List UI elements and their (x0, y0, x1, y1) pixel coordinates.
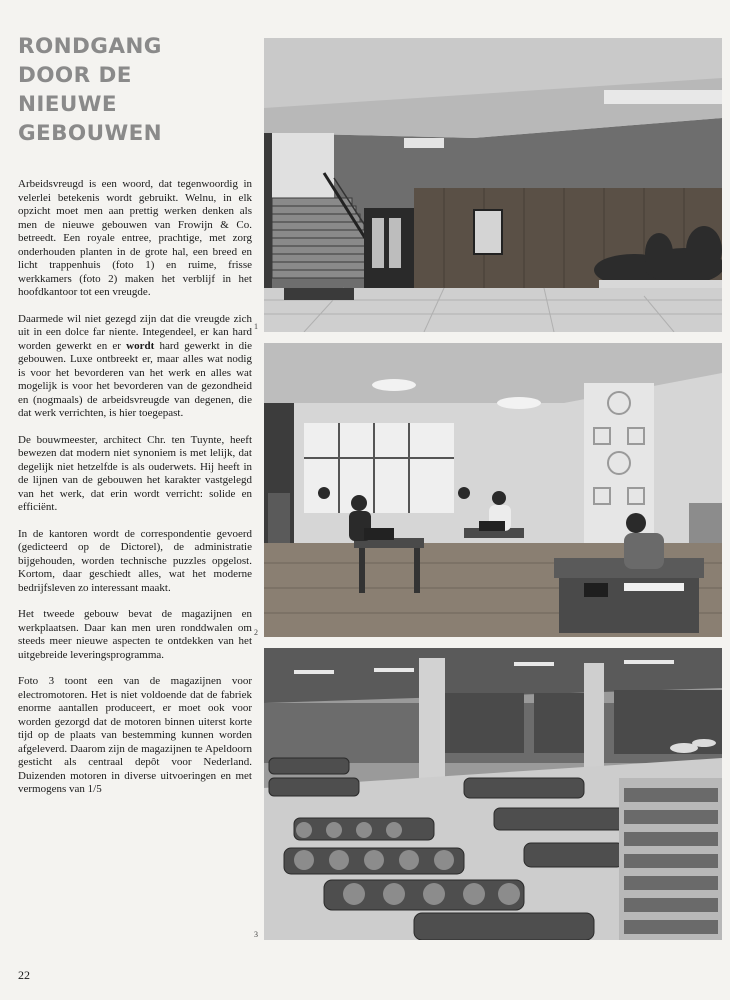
paragraph (18, 313, 252, 421)
photo-entrance-hall (264, 38, 722, 332)
page-number: 22 (18, 968, 30, 982)
paragraph-text: hard gewerkt in die gebouwen. Luxe ontbreekt er, maar alles wat nodig is voor het bevorderen van het werk en alles wat mogelijk is voor het bevorderen van de gezondheid en (nogmaals) de arbeidsvreugde van degenen, die dat werk verrichten, is hier toegepast. (18, 339, 253, 419)
title-line: NIEUWE (18, 92, 117, 117)
article-title (18, 32, 248, 148)
paragraph: In de kantoren wordt de correspondentie gevoerd (gedicteerd op de Dictorel), de administratie bijgehouden, worden technische puzzles opgelost. Kortom, daar geschiedt alles, wat het moderne bedrijfsleven zo interessant maakt. (18, 527, 252, 594)
paragraph: De bouwmeester, architect Chr. ten Tuynte, heeft bewezen dat modern niet synoniem is met lelijk, dat degelijk niet hetzelfde is als ouderwets. Hij heeft in de lijnen van de gebouwen het karakter vastgelegd van het werk, dat erin wordt verricht: solide en efficiënt. (18, 433, 252, 513)
title-line: RONDGANG (18, 34, 162, 59)
photo-number: 2 (254, 628, 258, 637)
paragraph-text: Daarmede wil niet gezegd zijn dat die vreugde zich uit in een dolce far niente. Integendeel, er kan hard worden gewerkt en er (18, 312, 252, 352)
emphasis-text: wordt (126, 339, 155, 352)
title-line: GEBOUWEN (18, 121, 163, 146)
title-line: DOOR DE (18, 63, 132, 88)
photo-number: 3 (254, 930, 258, 939)
paragraph: Het tweede gebouw bevat de magazijnen en werkplaatsen. Daar kan men uren ronddwalen om steeds meer nieuwe aspecten te ontdekken van het uitgebreide leveringsprogramma. (18, 608, 252, 661)
article-body (18, 178, 252, 810)
photo-office (264, 343, 722, 637)
paragraph: Arbeidsvreugd is een woord, dat tegenwoordig in velerlei betekenis wordt gebruikt. Welnu, in elk opzicht moet men aan prettig werken denken als men de nieuwe gebouwen van Frowijn & Co. betreedt. Een royale entree, prachtige, met zorg onderhouden planten in de grote hal, een breed en licht trappenhuis (foto 1) en ruime, frisse werkkamers (foto 2) maken het verblijf in het hoofdkantoor tot een vreugde. (18, 178, 252, 298)
photo-number: 1 (254, 322, 258, 331)
paragraph: Foto 3 toont een van de magazijnen voor electromotoren. Het is niet voldoende dat de fabriek enorme aantallen produceert, er moet ook voor worden gezorgd dat de motoren binnen uiterst korte tijd op de plaats van bestemming kunnen worden afgeleverd. Daarom zijn de magazijnen te Apeldoorn gesticht als centraal depôt voor Nederland. Duizenden motoren in diverse uitvoeringen en met vermogens van 1/5 (18, 675, 252, 795)
photo-warehouse (264, 648, 722, 940)
